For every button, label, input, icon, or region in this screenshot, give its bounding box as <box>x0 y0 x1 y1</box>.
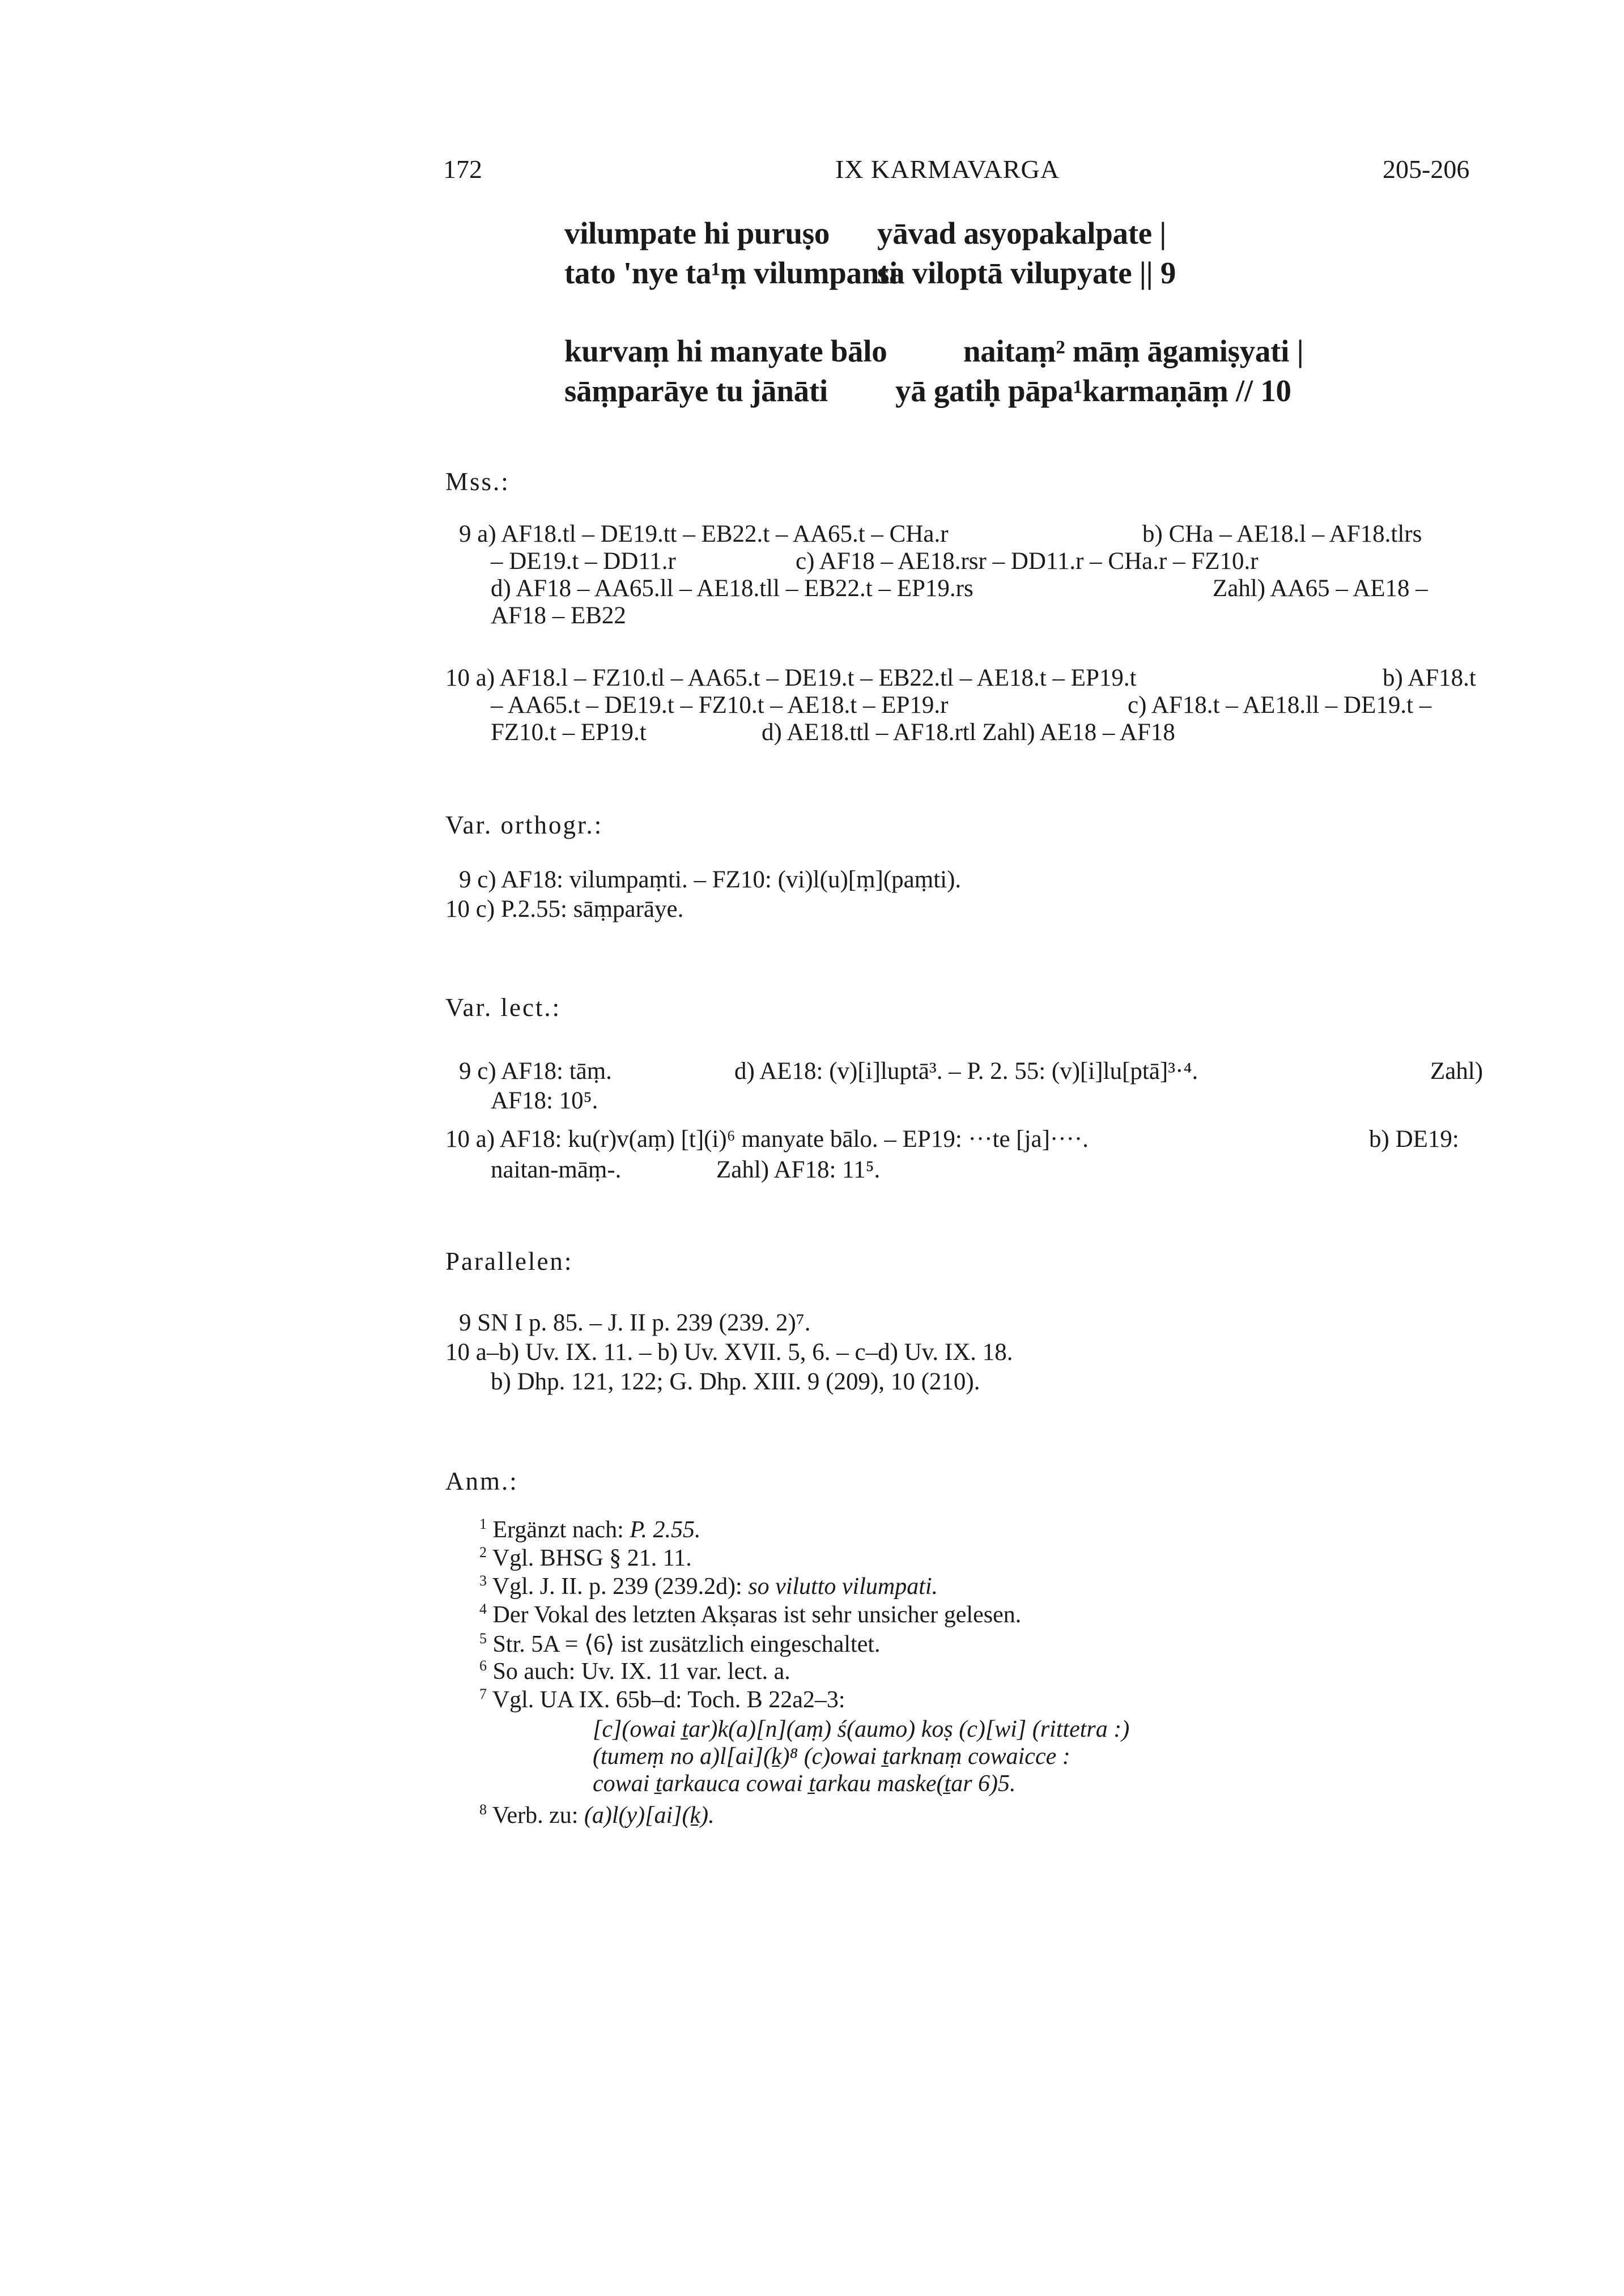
mss-line: c) AF18.t – AE18.ll – DE19.t – <box>1128 692 1432 718</box>
footnote: $^7$ Vgl. UA IX. 65b–d: Toch. B 22a2–3: <box>479 1686 845 1713</box>
mss-line: – DE19.t – DD11.r <box>491 548 676 575</box>
verse-10-pada-d: yā gatiḥ pāpa¹karmaṇāṃ // 10 <box>895 373 1291 408</box>
footnote: $^1$ Ergänzt nach: P. 2.55. <box>479 1516 701 1543</box>
mss-line: Zahl) AA65 – AE18 – <box>1213 575 1428 602</box>
footnote: $^4$ Der Vokal des letzten Akṣaras ist sehr unsicher gelesen. <box>479 1601 1022 1628</box>
var-orthogr-line: 9 c) AF18: vilumpaṃti. – FZ10: (vi)l(u)[ṃ](paṃti). <box>459 866 962 893</box>
tocharian-line: (tumeṃ no a)l[ai](ḵ)⁸ (c)owai ṯarknaṃ cowaicce : <box>593 1744 1070 1770</box>
mss-line: 9 a) AF18.tl – DE19.tt – EB22.t – AA65.t – CHa.r <box>459 521 949 547</box>
mss-line: FZ10.t – EP19.t <box>491 719 647 746</box>
var-lect-line: b) DE19: <box>1369 1126 1459 1153</box>
var-lect-line: Zahl) AF18: 11⁵. <box>716 1156 881 1183</box>
mss-line: – AA65.t – DE19.t – FZ10.t – AE18.t – EP19.r <box>491 692 949 718</box>
mss-line: d) AF18 – AA65.ll – AE18.tll – EB22.t – EP19.rs <box>491 575 973 602</box>
parallelen-heading: Parallelen: <box>445 1247 573 1275</box>
verse-9-pada-a: vilumpate hi puruṣo <box>564 216 830 250</box>
mss-line: b) AF18.t <box>1383 665 1476 691</box>
var-lect-line: AF18: 10⁵. <box>491 1087 598 1114</box>
parallel-line: b) Dhp. 121, 122; G. Dhp. XIII. 9 (209), 10 (210). <box>491 1368 980 1395</box>
mss-line: d) AE18.ttl – AF18.rtl Zahl) AE18 – AF18 <box>762 719 1175 746</box>
var-orthogr-heading: Var. orthogr.: <box>445 811 603 839</box>
mss-heading: Mss.: <box>445 467 510 496</box>
footnote: $^6$ So auch: Uv. IX. 11 var. lect. a. <box>479 1657 790 1685</box>
parallel-line: 9 SN I p. 85. – J. II p. 239 (239. 2)⁷. <box>459 1309 811 1336</box>
var-lect-line: naitan-māṃ-. <box>491 1156 622 1183</box>
var-lect-heading: Var. lect.: <box>445 993 562 1022</box>
var-orthogr-line: 10 c) P.2.55: sāṃparāye. <box>445 896 684 922</box>
mss-line: b) CHa – AE18.l – AF18.tlrs <box>1142 521 1422 547</box>
verse-9-pada-d: sa viloptā vilupyate || 9 <box>877 256 1176 290</box>
parallel-line: 10 a–b) Uv. IX. 11. – b) Uv. XVII. 5, 6. – c–d) Uv. IX. 18. <box>445 1339 1013 1366</box>
footnote: $^8$ Verb. zu: (a)l(y)[ai](ḵ). <box>479 1801 715 1829</box>
mss-line: AF18 – EB22 <box>491 602 626 629</box>
verse-range: 205-206 <box>1383 155 1470 184</box>
var-lect-line: d) AE18: (v)[i]luptā³. – P. 2. 55: (v)[i]lu[ptā]³·⁴. <box>734 1058 1198 1085</box>
verse-10-pada-a: kurvaṃ hi manyate bālo <box>564 334 887 368</box>
var-lect-line: 9 c) AF18: tāṃ. <box>459 1058 612 1085</box>
tocharian-line: [c](owai ṯar)k(a)[n](aṃ) ś(aumo) koṣ (c)[wi] (rittetra :) <box>593 1716 1130 1742</box>
running-title: IX KARMAVARGA <box>835 155 1060 184</box>
mss-line: 10 a) AF18.l – FZ10.tl – AA65.t – DE19.t – EB22.tl – AE18.t – EP19.t <box>445 665 1137 691</box>
verse-10-pada-b: naitaṃ² māṃ āgamiṣyati | <box>963 334 1304 368</box>
tocharian-line: cowai ṯarkauca cowai ṯarkau maske(ṯar 6)5. <box>593 1771 1016 1797</box>
verse-9-pada-c: tato 'nye ta¹ṃ vilumpanti <box>564 256 898 290</box>
footnote: $^2$ Vgl. BHSG § 21. 11. <box>479 1544 692 1571</box>
verse-9-pada-b: yāvad asyopakalpate | <box>877 216 1167 250</box>
page-number: 172 <box>443 155 482 184</box>
var-lect-line: 10 a) AF18: ku(r)v(aṃ) [t](i)⁶ manyate bālo. – EP19: ···te [ja]····. <box>445 1126 1089 1153</box>
var-lect-line: Zahl) <box>1430 1058 1483 1085</box>
verse-10-pada-c: sāṃparāye tu jānāti <box>564 373 828 408</box>
footnote: $^5$ Str. 5A = ⟨6⟩ ist zusätzlich eingeschaltet. <box>479 1630 881 1657</box>
footnote: $^3$ Vgl. J. II. p. 239 (239.2d): so vilutto vilumpati. <box>479 1572 938 1600</box>
anm-heading: Anm.: <box>445 1467 518 1495</box>
mss-line: c) AF18 – AE18.rsr – DD11.r – CHa.r – FZ10.r <box>796 548 1259 575</box>
